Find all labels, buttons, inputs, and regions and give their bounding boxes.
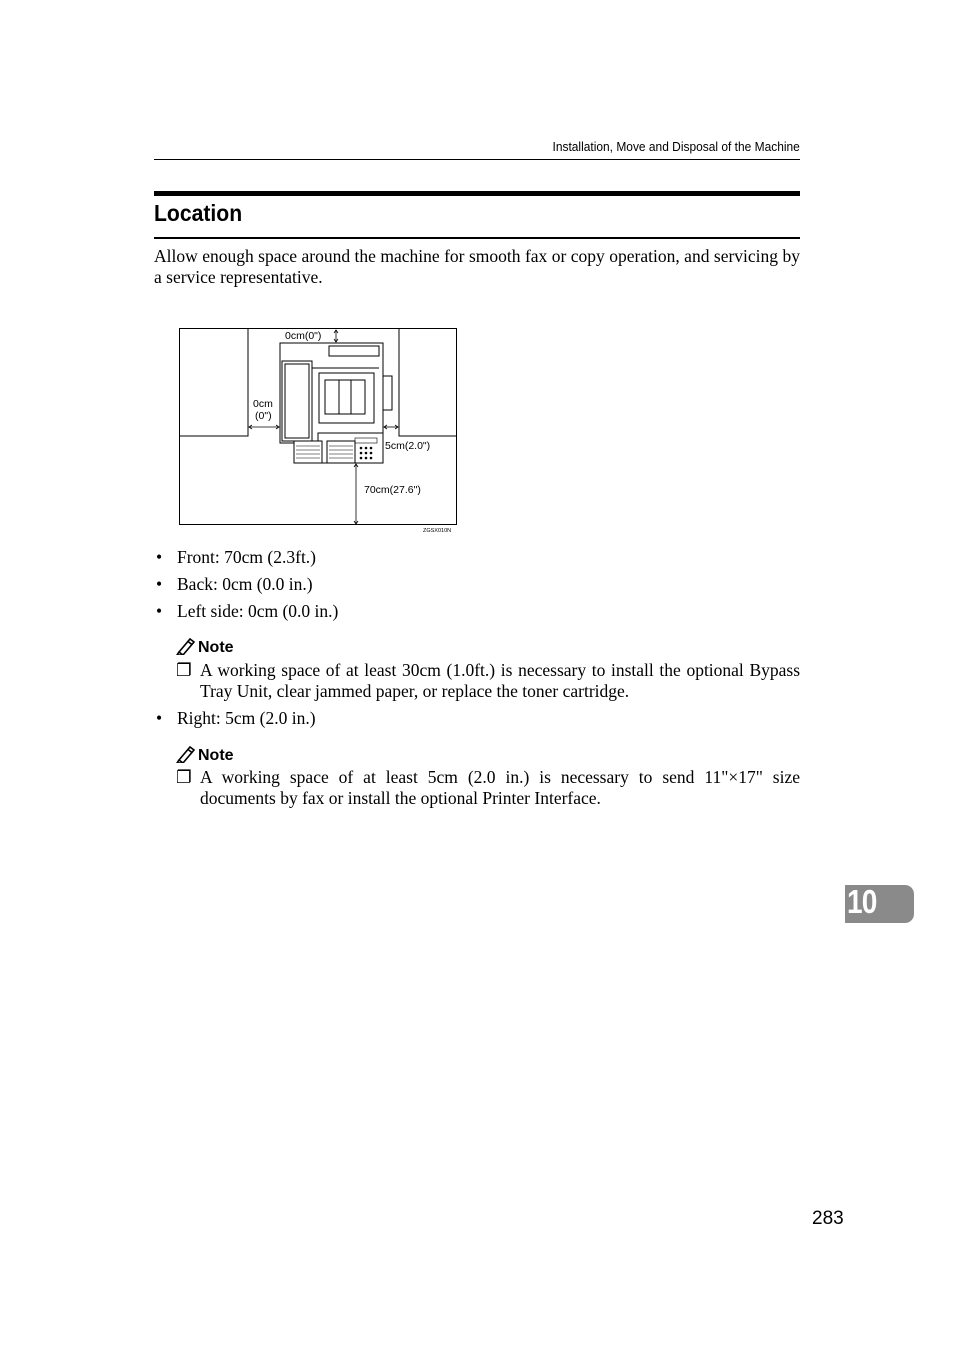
bullet-dot: • <box>156 547 163 567</box>
label-left-1: 0cm <box>253 398 273 410</box>
label-front: 70cm(27.6") <box>364 484 421 496</box>
section-title-rule <box>154 237 800 239</box>
bullet-front <box>156 547 316 568</box>
bullet-right <box>156 708 316 729</box>
bullet-dot: • <box>156 574 163 594</box>
pencil-icon <box>176 637 196 655</box>
label-right: 5cm(2.0") <box>385 440 431 452</box>
bullet-front-text: Front: 70cm (2.3ft.) <box>177 547 317 567</box>
bullet-left <box>156 601 338 622</box>
chapter-number: 10 <box>847 883 877 920</box>
label-back: 0cm(0") <box>285 330 322 342</box>
running-header: Installation, Move and Disposal of the Machine <box>552 139 800 154</box>
note-heading-1 <box>176 637 234 657</box>
note-body-2-text: A working space of at least 5cm (2.0 in.) is necessary to send 11"×17" size documents by fax or install the optional Printer Interface. <box>200 767 800 808</box>
section-title-bar <box>154 191 800 196</box>
figure-code: ZGSX010N <box>423 528 452 533</box>
pencil-icon <box>176 745 196 763</box>
section-title: Location <box>154 200 243 226</box>
clearance-diagram <box>179 328 459 533</box>
note-body-2 <box>176 767 800 809</box>
bullet-right-text: Right: 5cm (2.0 in.) <box>177 708 316 728</box>
note-heading-2 <box>176 745 234 765</box>
intro-paragraph: Allow enough space around the machine for smooth fax or copy operation, and servicing by a service representative. <box>154 246 800 287</box>
bullet-left-text: Left side: 0cm (0.0 in.) <box>177 601 339 621</box>
machine-top-view <box>280 343 392 463</box>
clearance-diagram-svg <box>179 328 459 533</box>
checkbox-icon: ❐ <box>176 767 192 787</box>
note-heading-2-text: Note <box>198 747 234 764</box>
bullet-back-text: Back: 0cm (0.0 in.) <box>177 574 313 594</box>
note-heading-1-text: Note <box>198 639 234 656</box>
header-rule <box>154 159 800 160</box>
bullet-dot: • <box>156 601 163 621</box>
note-body-1-text: A working space of at least 30cm (1.0ft.) is necessary to install the optional Bypass Tray Unit, clear jammed paper, or replace the toner cartridge. <box>200 660 800 701</box>
bullet-dot: • <box>156 708 163 728</box>
note-body-1 <box>176 660 800 702</box>
checkbox-icon: ❐ <box>176 660 192 680</box>
bullet-back <box>156 574 313 595</box>
page-number: 283 <box>812 1208 844 1229</box>
label-left-2: (0") <box>255 410 272 422</box>
